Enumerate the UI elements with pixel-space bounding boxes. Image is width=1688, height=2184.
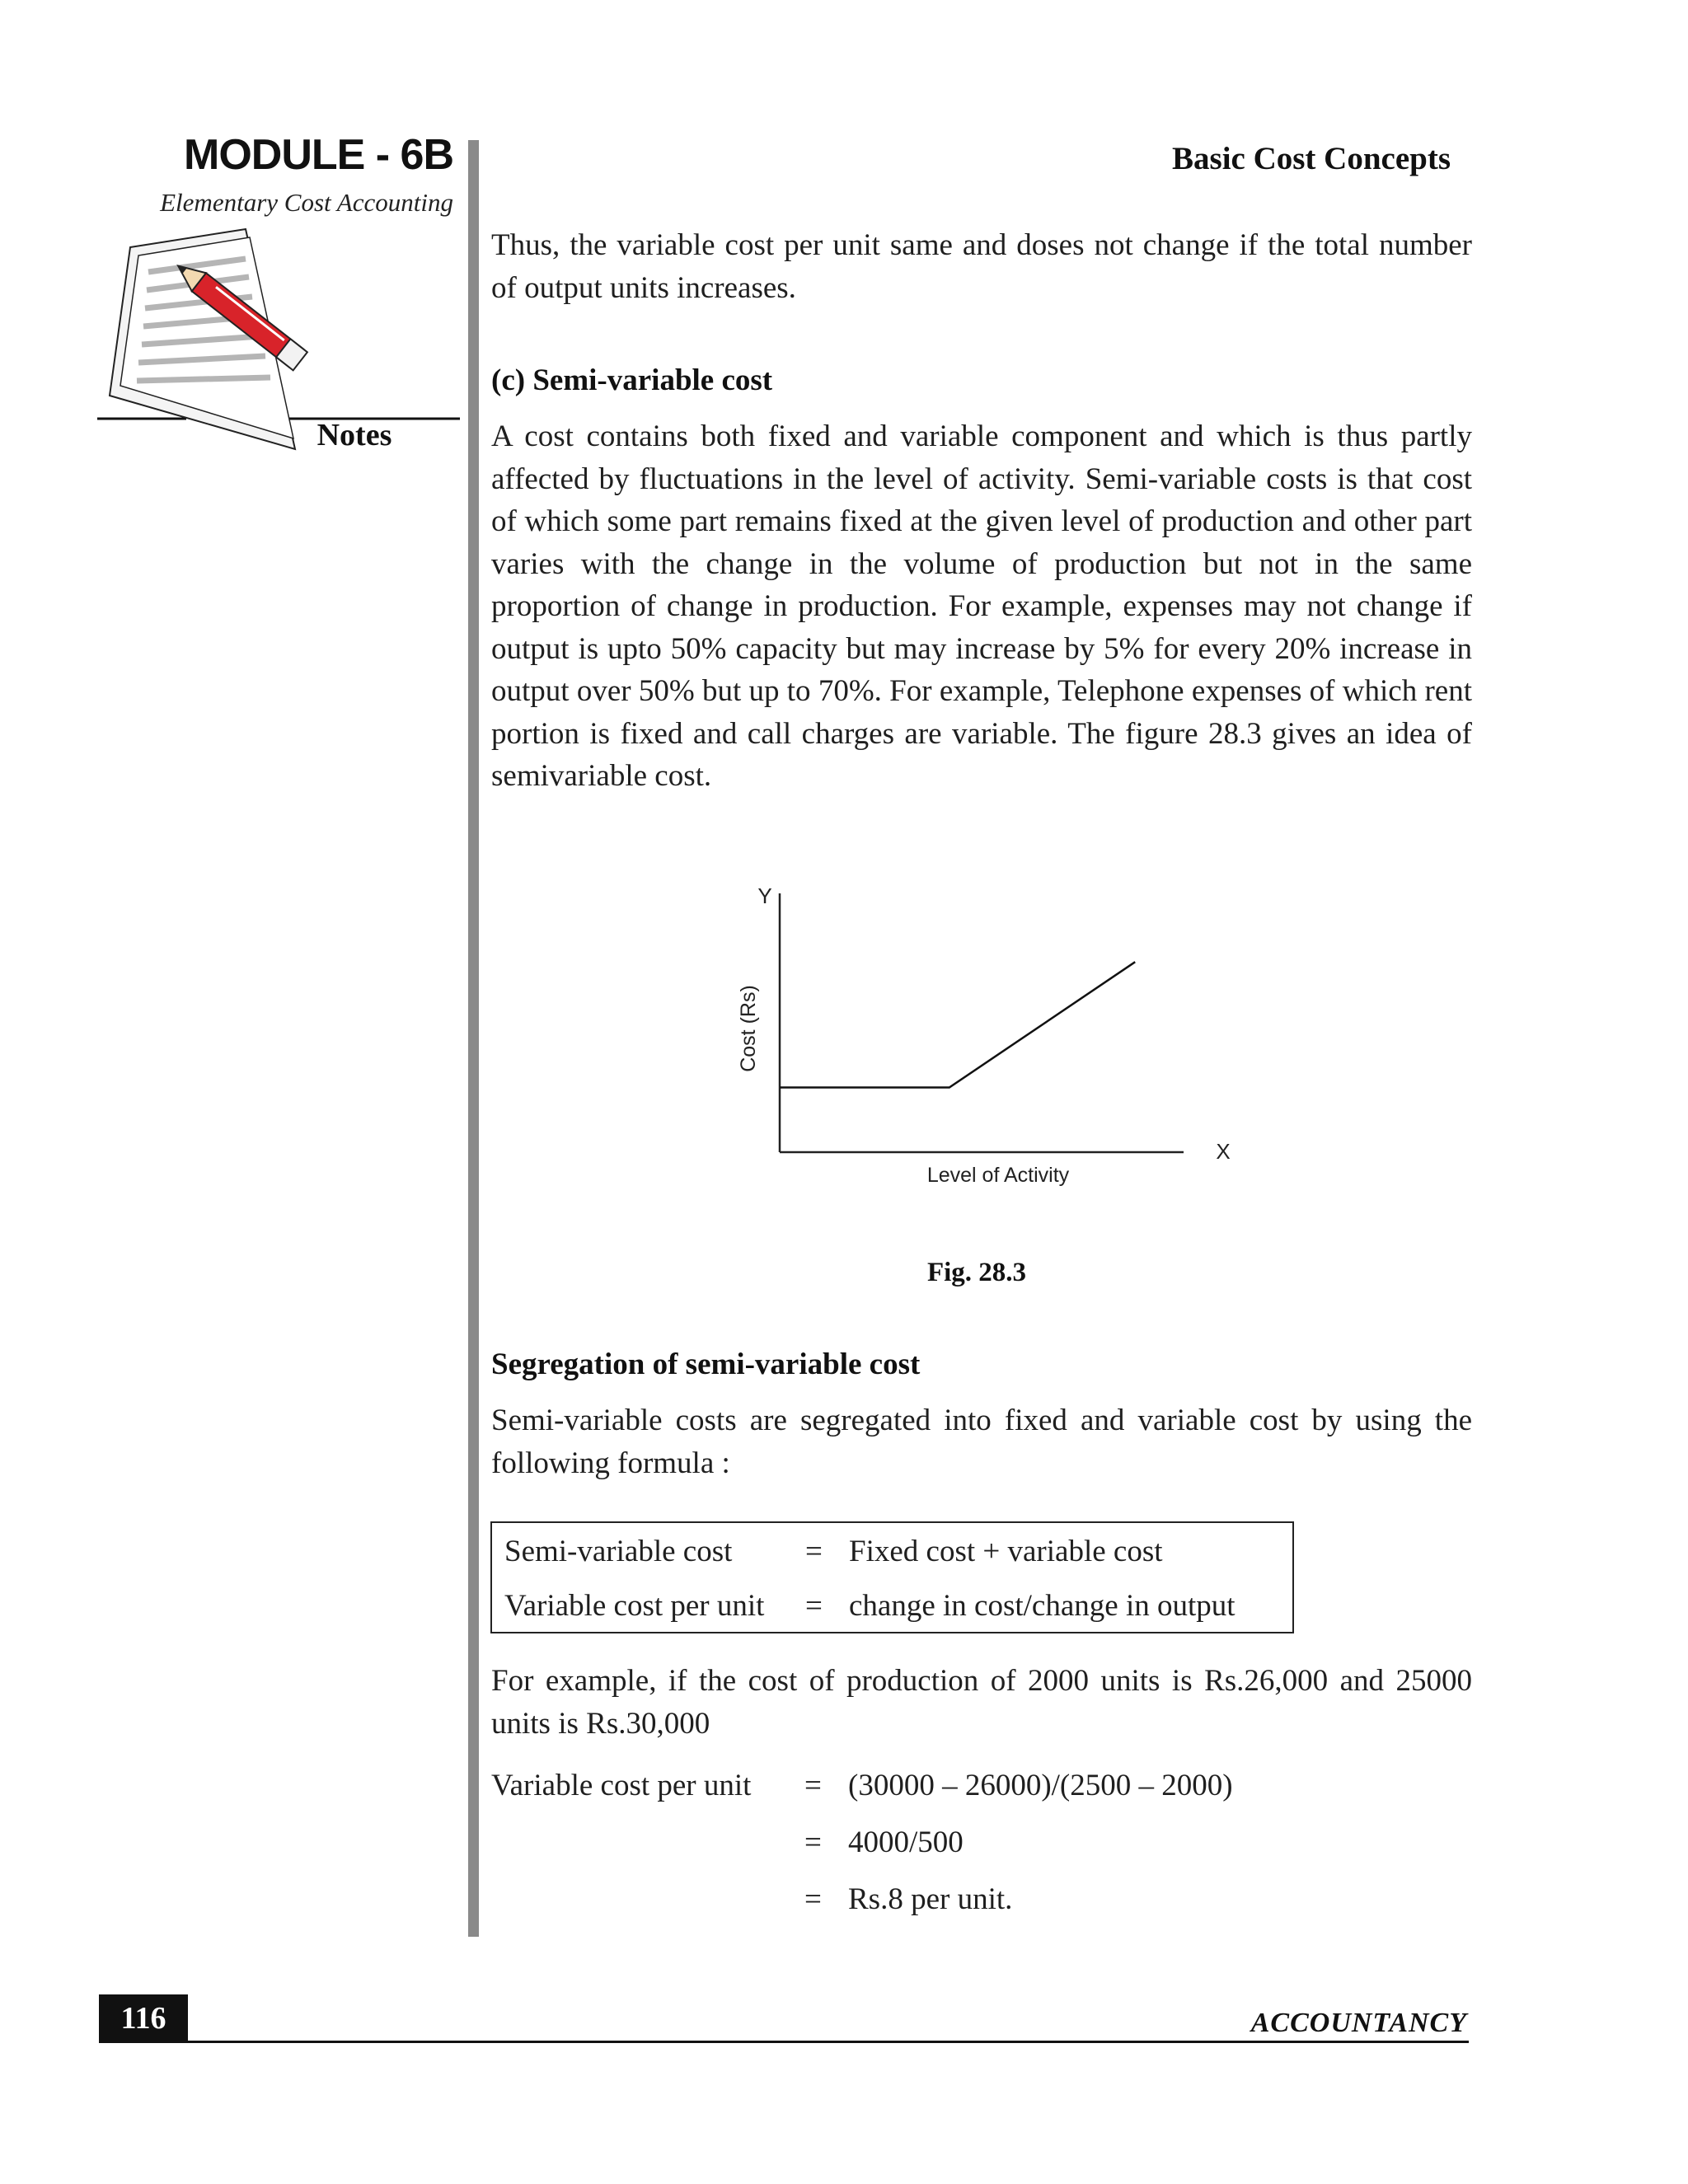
formula-equals: = [805,1589,823,1623]
y-axis-label: Cost (Rs) [737,985,760,1072]
footer-subject: ACCOUNTANCY [1250,2008,1467,2038]
calc-row-3 [491,1879,1315,1920]
footer-rule [99,2041,1469,2043]
x-axis-label: Level of Activity [926,1164,1070,1187]
calc-equals: = [804,1769,822,1802]
calc-equals: = [804,1825,822,1859]
notes-label: Notes [316,418,392,452]
calc-row-1 [491,1765,1315,1807]
page-number: 116 [99,1994,188,2042]
formula-rhs: change in cost/change in output [849,1589,1236,1623]
semi-variable-cost-line [780,962,1135,1087]
paragraph-variable-cost: Thus, the variable cost per unit same and doses not change if the total number of output units increases. [491,228,1472,305]
formula-lhs: Variable cost per unit [504,1589,765,1623]
formula-rhs: Fixed cost + variable cost [849,1535,1163,1568]
calc-lhs: Variable cost per unit [491,1769,752,1802]
semi-variable-cost-chart [717,865,1253,1212]
paragraph-semi-variable: A cost contains both fixed and variable component and which is thus partly affected by fluctuations in the level of activity. Semi-variable costs is that cost of which some part remains fixed at the given level of production and other part varies with the change in the volume of production but not in the same proportion of change in production. For example, expenses may not change if output is upto 50% capacity but may increase by 5% for every 20% increase in output over 50% but up to 70%. For example, Telephone expenses of which rent portion is fixed and call charges are variable. The figure 28.3 gives an idea of semivariable cost. [491,419,1472,793]
calc-row-2 [491,1822,1315,1863]
paragraph-example: For example, if the cost of production of 2000 units is Rs.26,000 and 25000 units is Rs.30,000 [491,1664,1472,1741]
figure-caption: Fig. 28.3 [926,1258,1027,1287]
calc-equals: = [804,1882,822,1916]
section-heading-semi-variable: (c) Semi-variable cost [491,363,773,397]
paragraph-segregation: Semi-variable costs are segregated into fixed and variable cost by using the following formula : [491,1404,1472,1480]
module-subtitle: Elementary Cost Accounting [160,188,453,217]
formula-lhs: Semi-variable cost [504,1535,733,1568]
calc-step-2: 4000/500 [848,1825,964,1859]
calc-step-1: (30000 – 26000)/(2500 – 2000) [848,1769,1233,1802]
margin-divider-bar [468,140,479,1937]
formula-box [490,1521,1294,1633]
x-axis-symbol: X [1216,1139,1231,1164]
calc-step-3: Rs.8 per unit. [848,1882,1013,1916]
y-axis-symbol: Y [757,883,772,908]
running-head: Basic Cost Concepts [1172,141,1451,176]
section-heading-segregation: Segregation of semi-variable cost [491,1347,921,1381]
module-title: MODULE - 6B [184,131,453,179]
formula-equals: = [805,1535,823,1568]
